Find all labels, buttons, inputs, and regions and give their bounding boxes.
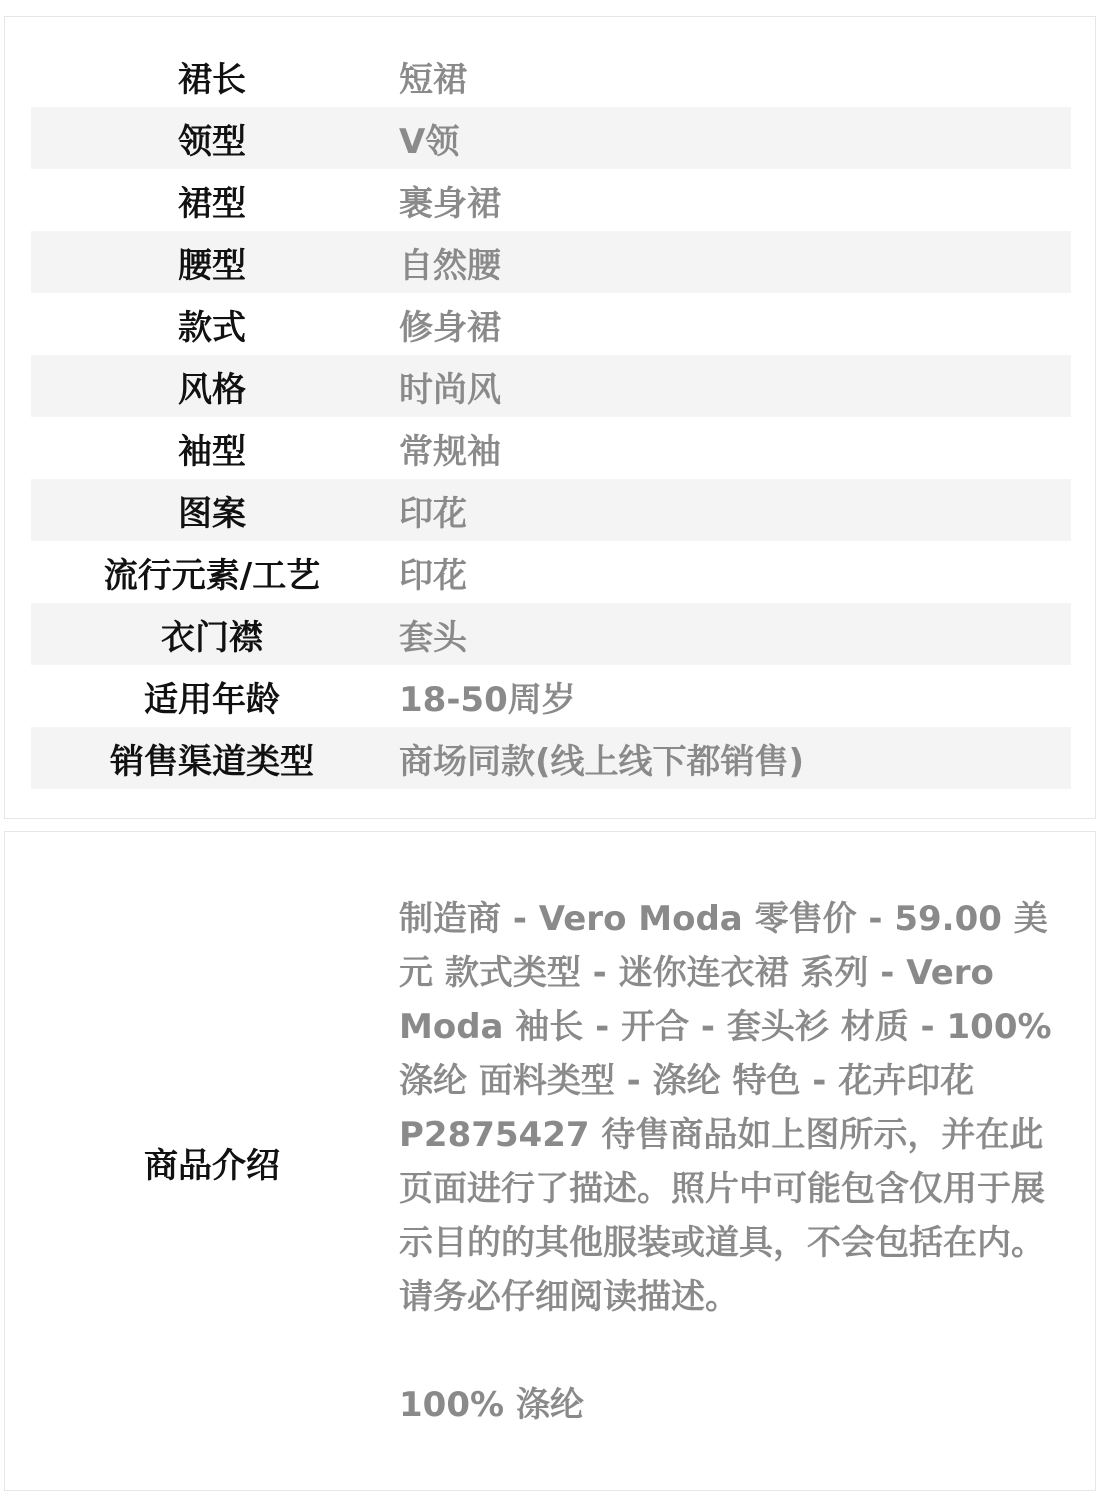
attribute-key: 图案 bbox=[178, 493, 246, 534]
attribute-value: 套头 bbox=[399, 617, 467, 658]
description-row bbox=[31, 860, 1071, 1464]
attribute-key: 风格 bbox=[178, 369, 246, 410]
attribute-key: 销售渠道类型 bbox=[110, 741, 314, 782]
attribute-key: 衣门襟 bbox=[161, 617, 263, 658]
attribute-row-age bbox=[31, 665, 1071, 727]
attribute-key: 裙长 bbox=[178, 59, 246, 100]
attribute-row-sleeve bbox=[31, 417, 1071, 479]
attribute-row-trend-element bbox=[31, 541, 1071, 603]
product-attributes-card bbox=[4, 16, 1096, 819]
description-material: 100% 涤纶 bbox=[399, 1385, 584, 1425]
attribute-value: 自然腰 bbox=[399, 245, 501, 286]
description-paragraph: 制造商 - Vero Moda 零售价 - 59.00 美元 款式类型 - 迷你连衣裙 系列 - Vero Moda 袖长 - 开合 - 套头衫 材质 - 100% 涤纶 面料类型 - 涤纶 特色 - 花卉印花 P2875427 待售商品如上图所示，并在此页面进行了描述。照片中可能包含仅用于展示目的的其他服装或道具，不会包括在内。请务必仔细阅读描述。 bbox=[399, 899, 1052, 1317]
attribute-row-sales-channel bbox=[31, 727, 1071, 789]
attribute-key: 流行元素/工艺 bbox=[103, 555, 321, 596]
attribute-row-pattern bbox=[31, 479, 1071, 541]
attribute-value: 短裙 bbox=[399, 59, 467, 100]
attributes-table bbox=[31, 45, 1071, 789]
description-key: 商品介绍 bbox=[144, 1145, 280, 1186]
attribute-row-waist bbox=[31, 231, 1071, 293]
product-description-card bbox=[4, 831, 1096, 1491]
attribute-value: 印花 bbox=[399, 493, 467, 534]
attribute-row-style bbox=[31, 293, 1071, 355]
attribute-row-skirt-type bbox=[31, 169, 1071, 231]
attribute-row-collar bbox=[31, 107, 1071, 169]
attribute-key: 领型 bbox=[178, 121, 246, 162]
attribute-key: 腰型 bbox=[178, 245, 246, 286]
attribute-key: 适用年龄 bbox=[144, 679, 280, 720]
attribute-value: 常规袖 bbox=[399, 431, 501, 472]
attribute-row-skirt-length bbox=[31, 45, 1071, 107]
attribute-value: 商场同款(线上线下都销售) bbox=[399, 741, 805, 782]
attribute-value: 时尚风 bbox=[399, 369, 501, 410]
attribute-key: 裙型 bbox=[178, 183, 246, 224]
attribute-key: 袖型 bbox=[178, 431, 246, 472]
attribute-value: 修身裙 bbox=[399, 307, 501, 348]
attribute-value: 裹身裙 bbox=[399, 183, 501, 224]
attribute-value: V领 bbox=[399, 121, 460, 162]
attribute-value: 18-50周岁 bbox=[399, 679, 576, 720]
attribute-row-fashion-style bbox=[31, 355, 1071, 417]
attribute-key: 款式 bbox=[178, 307, 246, 348]
attribute-row-placket bbox=[31, 603, 1071, 665]
description-value bbox=[393, 892, 1061, 1432]
attribute-value: 印花 bbox=[399, 555, 467, 596]
